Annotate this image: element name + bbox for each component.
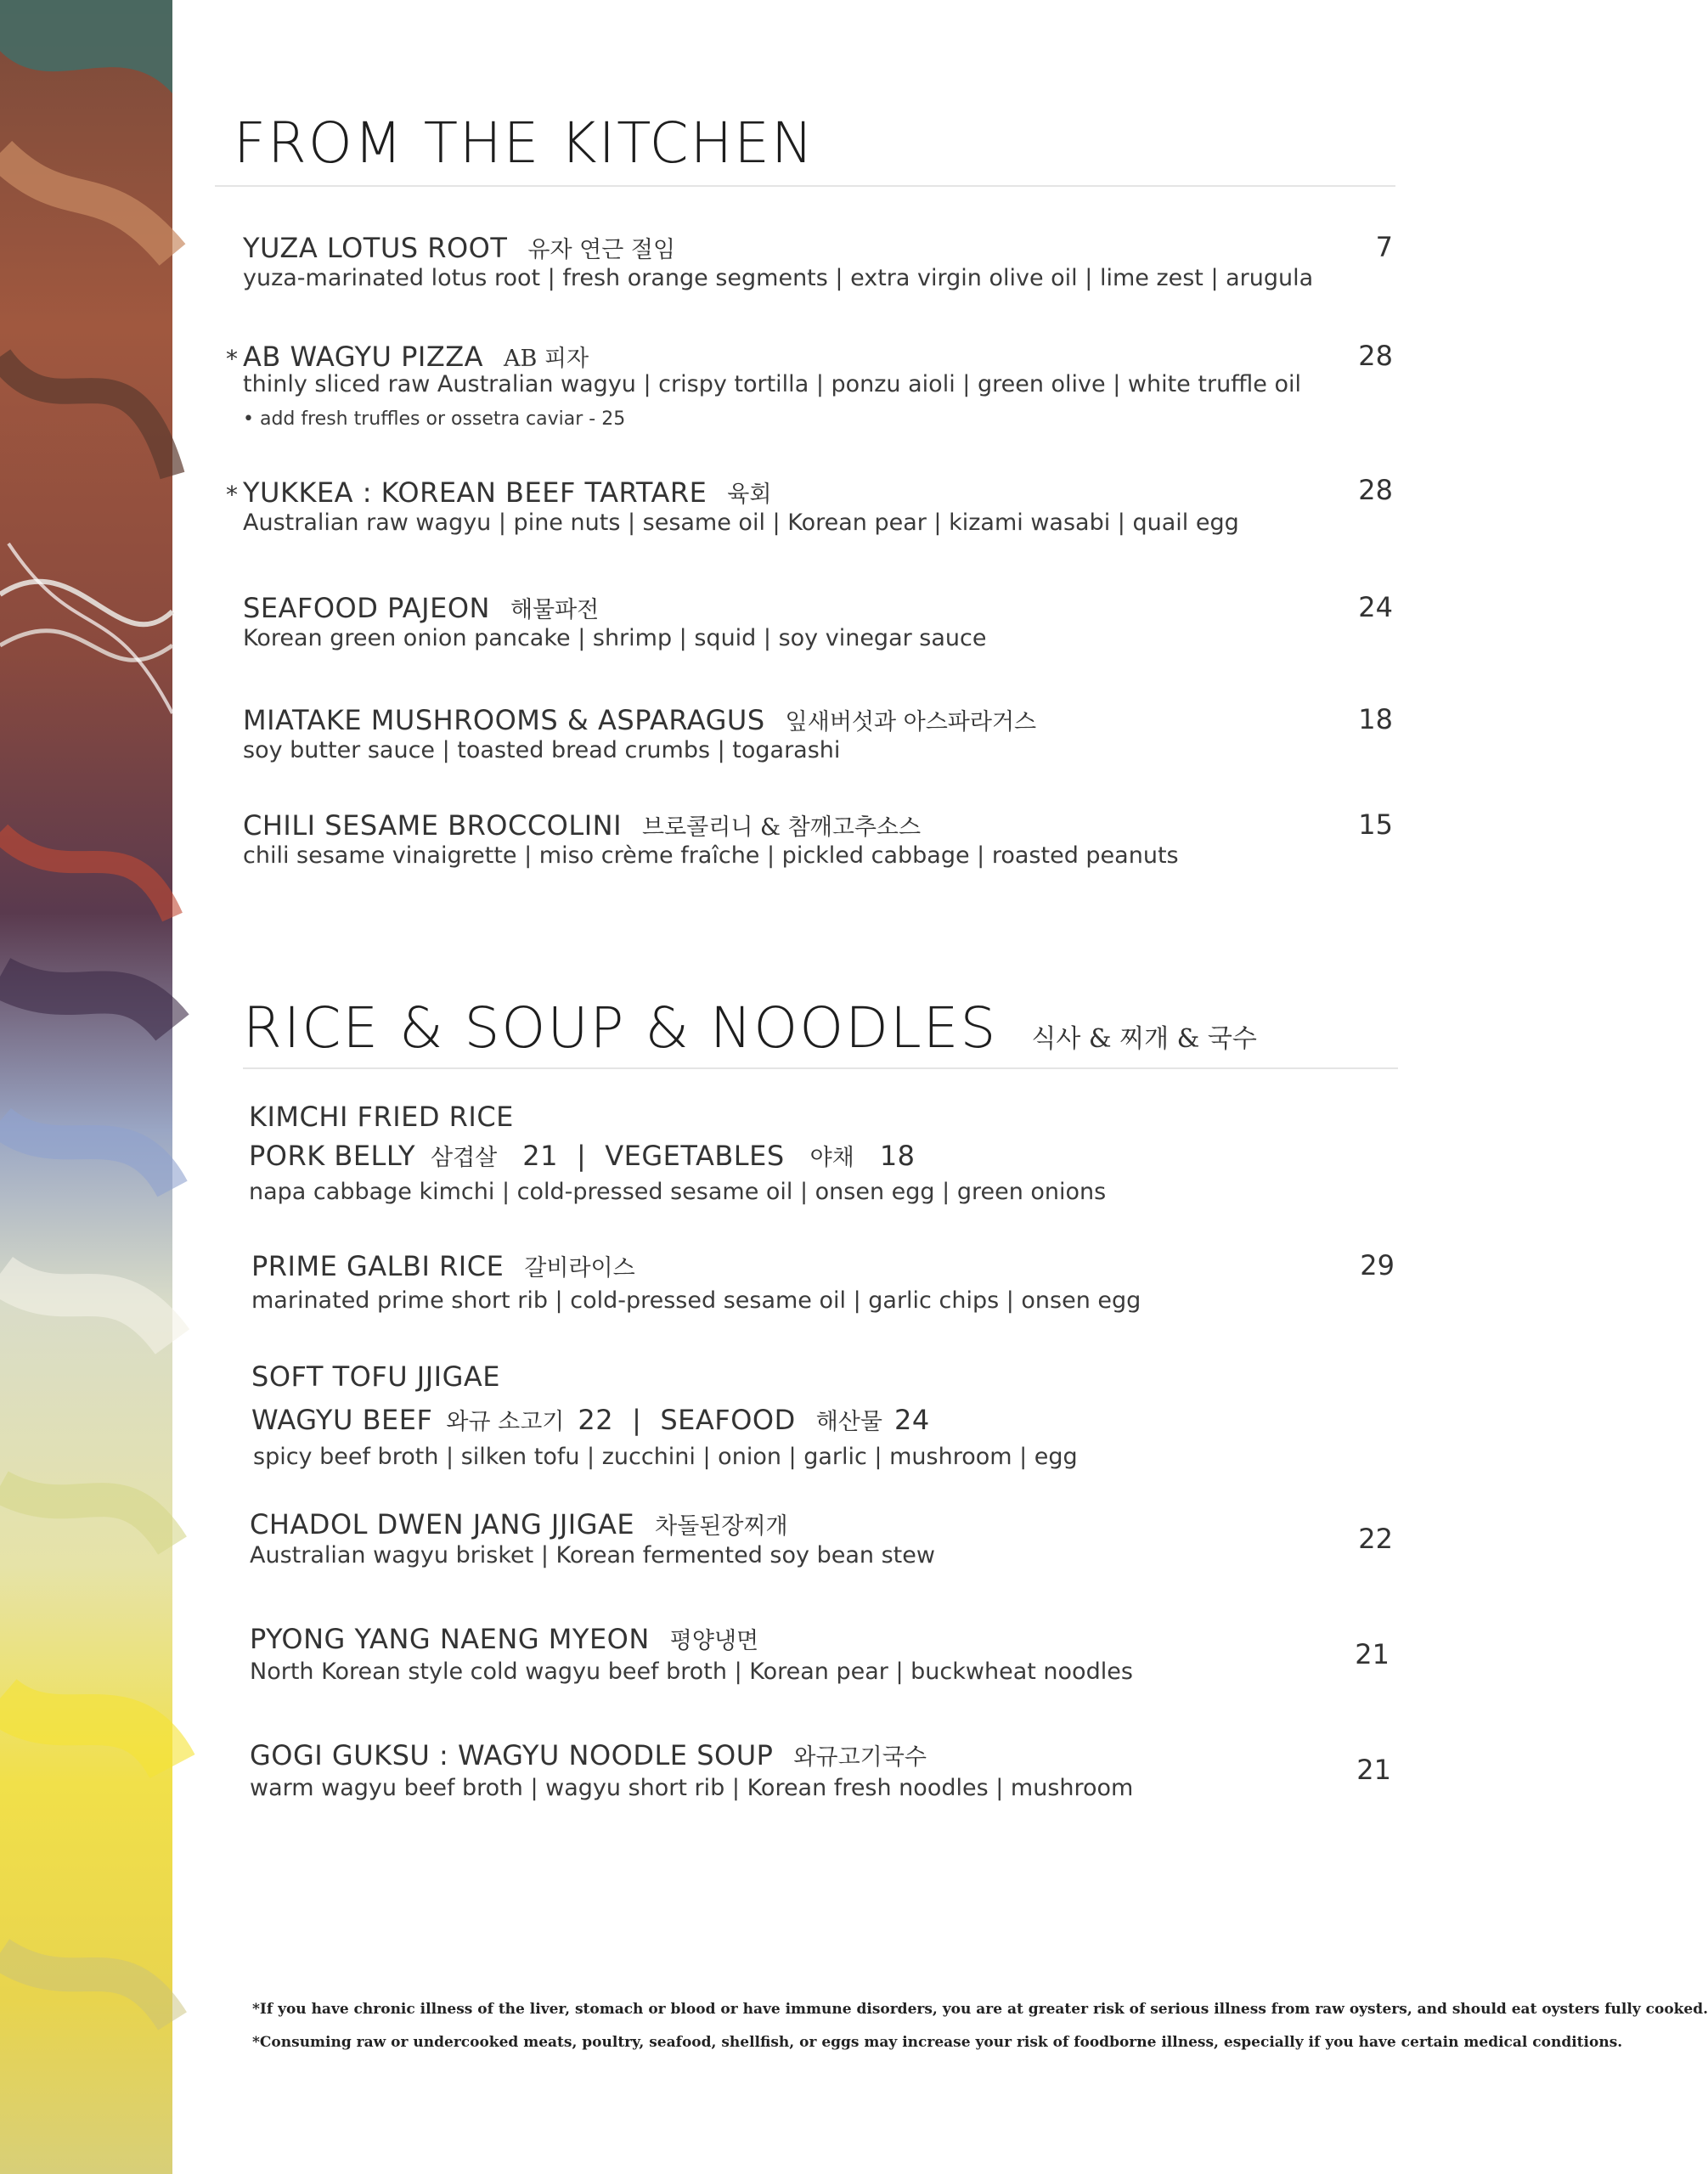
item-korean-name: 해물파전: [510, 597, 600, 623]
option-korean-name: 야채: [809, 1145, 854, 1171]
item-name: YUKKEA : KOREAN BEEF TARTARE: [243, 476, 707, 509]
divider-kitchen: [215, 185, 1395, 187]
item-name: YUZA LOTUS ROOT: [243, 232, 508, 264]
menu-item-seafood-pajeon: [243, 591, 599, 624]
footnote-undercooked: *Consuming raw or undercooked meats, poultry, seafood, shellfish, or eggs may increase your risk of foodborne illness, especially if you have certain medical conditions.: [252, 2034, 1623, 2051]
option-korean-name: 삼겹살: [431, 1145, 498, 1171]
item-name: CHILI SESAME BROCCOLINI: [243, 809, 622, 842]
item-korean-name: 브로콜리니 & 참깨고추소스: [642, 814, 922, 841]
item-korean-name: 잎새버섯과 아스파라거스: [785, 709, 1037, 735]
option-price: 22: [578, 1404, 614, 1436]
item-price: 24: [1358, 591, 1393, 623]
option-name: WAGYU BEEF: [251, 1404, 433, 1436]
item-name: PYONG YANG NAENG MYEON: [250, 1623, 650, 1655]
menu-item-miatake: [243, 703, 1036, 736]
item-description: marinated prime short rib | cold-pressed sesame oil | garlic chips | onsen egg: [251, 1287, 1141, 1314]
section-title-korean: 식사 & 찌개 & 국수: [1031, 1024, 1257, 1054]
item-price: 22: [1358, 1523, 1393, 1555]
item-description: Korean green onion pancake | shrimp | squid | soy vinegar sauce: [243, 625, 987, 651]
item-description: Australian wagyu brisket | Korean fermented soy bean stew: [250, 1542, 935, 1569]
item-description: soy butter sauce | toasted bread crumbs | togarashi: [243, 737, 841, 763]
menu-item-pyong-yang: [250, 1622, 758, 1655]
option-name: VEGETABLES: [605, 1140, 785, 1172]
option-divider: |: [632, 1404, 642, 1436]
item-korean-name: AB 피자: [504, 346, 589, 372]
option-price: 24: [893, 1404, 930, 1436]
item-description: yuza-marinated lotus root | fresh orange segments | extra virgin olive oil | lime zest | arugula: [243, 265, 1314, 291]
item-korean-name: 와규고기국수: [793, 1744, 927, 1771]
item-price: 7: [1375, 231, 1393, 263]
option-divider: |: [576, 1140, 587, 1172]
menu-item-yuza: [243, 231, 675, 264]
item-name: AB WAGYU PIZZA: [243, 341, 484, 373]
item-price: 15: [1358, 808, 1393, 841]
item-description: North Korean style cold wagyu beef broth | Korean pear | buckwheat noodles: [250, 1659, 1133, 1685]
divider-rice: [243, 1067, 1398, 1069]
item-price: 28: [1358, 474, 1393, 506]
item-name: GOGI GUKSU : WAGYU NOODLE SOUP: [250, 1739, 774, 1771]
section-title-kitchen: FROM THE KITCHEN: [234, 110, 815, 176]
item-description: chili sesame vinaigrette | miso crème fraîche | pickled cabbage | roasted peanuts: [243, 842, 1179, 869]
item-korean-name: 평양냉면: [669, 1628, 759, 1654]
item-korean-name: 갈비라이스: [524, 1255, 635, 1281]
option-name: PORK BELLY: [249, 1140, 415, 1172]
item-price: 28: [1358, 340, 1393, 372]
item-name: SEAFOOD PAJEON: [243, 592, 490, 624]
section-header-rice: [243, 995, 1257, 1061]
painting-strip: [0, 0, 172, 2174]
menu-item-yukkea: [243, 476, 771, 509]
item-name: CHADOL DWEN JANG JJIGAE: [250, 1508, 635, 1540]
item-price: 21: [1356, 1754, 1391, 1786]
item-description: Australian raw wagyu | pine nuts | sesame oil | Korean pear | kizami wasabi | quail egg: [243, 510, 1239, 536]
item-description: warm wagyu beef broth | wagyu short rib | Korean fresh noodles | mushroom: [250, 1775, 1134, 1801]
menu-item-chadol: [250, 1507, 788, 1540]
footnote-raw-oysters: *If you have chronic illness of the liver, stomach or blood or have immune disorders, you are at greater risk of serious illness from raw oysters, and should eat oysters fully cooked.: [252, 2001, 1708, 2018]
item-korean-name: 차돌된장찌개: [655, 1513, 788, 1540]
option-price: 21: [522, 1140, 558, 1172]
item-name: MIATAKE MUSHROOMS & ASPARAGUS: [243, 704, 765, 736]
section-title-rice: RICE & SOUP & NOODLES: [243, 995, 998, 1061]
item-price: 21: [1355, 1638, 1390, 1670]
menu-item-galbi: [251, 1249, 635, 1282]
raw-asterisk: *: [226, 481, 238, 509]
menu-item-gogi-guksu: [250, 1738, 927, 1771]
item-description: napa cabbage kimchi | cold-pressed sesame oil | onsen egg | green onions: [249, 1179, 1107, 1205]
menu-item-options-tofu: [251, 1403, 930, 1436]
menu-item-chili-broccolini: [243, 808, 921, 842]
abstract-painting-image: [0, 0, 172, 2174]
item-name: KIMCHI FRIED RICE: [249, 1101, 514, 1133]
option-name: SEAFOOD: [660, 1404, 796, 1436]
menu-item-options-kimchi: [249, 1139, 916, 1172]
item-name: SOFT TOFU JJIGAE: [251, 1360, 501, 1393]
item-korean-name: 육회: [727, 482, 772, 508]
item-price: 18: [1358, 703, 1393, 735]
menu-item-ab-wagyu-pizza: [243, 340, 589, 373]
item-korean-name: 유자 연근 절임: [527, 237, 676, 263]
raw-asterisk: *: [226, 345, 238, 373]
option-korean-name: 해산물: [815, 1409, 882, 1435]
option-korean-name: 와규 소고기: [446, 1409, 565, 1435]
item-name: PRIME GALBI RICE: [251, 1250, 505, 1282]
option-price: 18: [879, 1140, 916, 1172]
item-addon-note: • add fresh truffles or ossetra caviar - 25: [243, 408, 626, 430]
item-description: thinly sliced raw Australian wagyu | crispy tortilla | ponzu aioli | green olive | white truffle oil: [243, 371, 1301, 397]
item-description: spicy beef broth | silken tofu | zucchini | onion | garlic | mushroom | egg: [253, 1444, 1078, 1470]
item-price: 29: [1360, 1249, 1395, 1281]
